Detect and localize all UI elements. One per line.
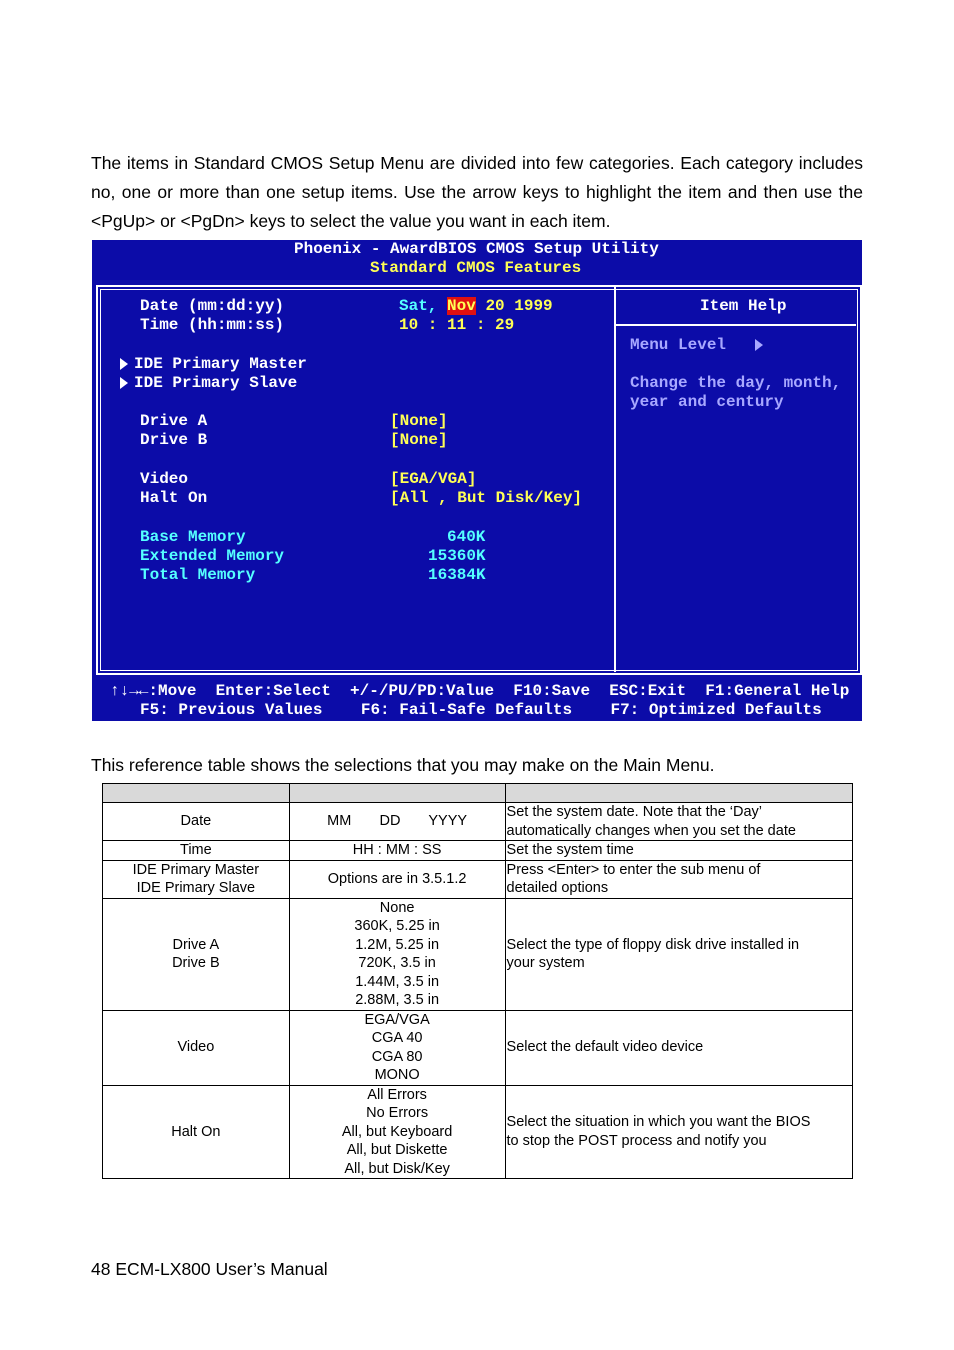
cell-line: Drive A [172,936,220,953]
ide-primary-master-label: IDE Primary Master [134,355,307,373]
cell-line: 360K, 5.25 in [354,918,440,934]
cell-line: All Errors [367,1086,427,1103]
options-cell [289,898,505,1010]
date-day: Sat, [399,297,438,315]
table-header-cell [289,784,505,803]
table-row [103,841,853,861]
date-label: Date (mm:dd:yy) [140,297,285,315]
video-value[interactable]: [EGA/VGA] [390,470,477,488]
cell-line: HH : MM : SS [352,842,442,858]
cell-line: All, but Keyboard [341,1123,453,1140]
cell-line: automatically changes when you set the date [506,822,796,839]
cell-line: CGA 40 [371,1030,423,1046]
cell-line: Time [180,842,212,858]
base-memory-label: Base Memory [140,528,246,546]
cell-line: Date [180,813,212,830]
bios-subtitle: Standard CMOS Features [370,259,582,277]
cell-line: None [379,899,415,916]
item-cell [103,841,290,861]
item-cell [103,860,290,898]
description-cell [505,1010,852,1085]
ide-primary-slave-item[interactable] [120,374,297,393]
menu-level [630,336,769,355]
time-value[interactable]: 10 : 11 : 29 [399,316,515,334]
cell-line: Video [177,1039,215,1056]
item-help-title: Item Help [700,297,787,315]
cell-line: No Errors [366,1105,429,1121]
menu-level-arrow-icon [755,339,763,351]
options-cell [289,803,505,841]
reference-text: This reference table shows the selections that you may make on the Main Menu. [91,755,715,775]
page-footer: 48 ECM-LX800 User’s Manual [91,1259,328,1279]
extended-memory-value: 15360K [428,547,486,565]
drive-a-value[interactable]: [None] [390,412,448,430]
table-row [103,803,853,841]
table-row [103,1010,853,1085]
cell-line: Set the system time [506,842,634,858]
cell-line: EGA/VGA [364,1011,430,1028]
table-row [103,898,853,1010]
cell-line: detailed options [506,880,609,896]
cell-line: All, but Disk/Key [344,1160,450,1177]
selections-table [102,783,853,1179]
video-label: Video [140,470,189,488]
cell-line: IDE Primary Slave [136,880,256,896]
extended-memory-label: Extended Memory [140,547,285,565]
cell-line: MONO [374,1067,420,1083]
drive-b-label: Drive B [140,431,208,449]
description-cell [505,860,852,898]
cell-line: Set the system date. Note that the ‘Day’ [506,804,763,820]
cell-line: 720K, 3.5 in [358,955,436,971]
description-cell [505,841,852,861]
menu-level-label: Menu Level [630,336,727,354]
table-row [103,1085,853,1179]
table-row [103,860,853,898]
item-cell [103,1010,290,1085]
cell-line: MM DD YYYY [327,813,468,830]
total-memory-value: 16384K [428,566,486,584]
ide-primary-slave-label: IDE Primary Slave [134,374,298,392]
submenu-arrow-icon [120,377,128,389]
total-memory-label: Total Memory [140,566,256,584]
help-text-line1: Change the day, month, [630,374,842,392]
cell-line: Select the situation in which you want the BIOS [506,1114,811,1131]
cell-line: Drive B [172,955,220,971]
date-value[interactable] [399,297,553,316]
table-header-row [103,784,853,803]
cell-line: Halt On [171,1123,221,1140]
key-hints-line1: ↑↓→←:Move Enter:Select +/-/PU/PD:Value F10:Save ESC:Exit F1:General Help [110,682,850,700]
submenu-arrow-icon [120,358,128,370]
item-cell [103,1085,290,1179]
date-month-selected[interactable]: Nov [447,297,476,315]
cell-line: to stop the POST process and notify you [506,1132,767,1149]
cell-line: 2.88M, 3.5 in [355,992,440,1008]
cell-line: IDE Primary Master [132,861,260,878]
cell-line: 1.44M, 3.5 in [355,973,440,990]
bios-screenshot [92,240,862,721]
ide-primary-master-item[interactable] [120,355,307,374]
options-cell [289,841,505,861]
halt-on-label: Halt On [140,489,208,507]
bios-title: Phoenix - AwardBIOS CMOS Setup Utility [294,240,659,258]
cell-line: CGA 80 [371,1048,423,1065]
cell-line: Press <Enter> to enter the sub menu of [506,861,761,878]
drive-a-label: Drive A [140,412,208,430]
description-cell [505,1085,852,1179]
options-cell [289,860,505,898]
drive-b-value[interactable]: [None] [390,431,448,449]
cell-line: your system [506,955,585,971]
description-cell [505,898,852,1010]
options-cell [289,1010,505,1085]
table-header-cell [505,784,852,803]
intro-paragraph: The items in Standard CMOS Setup Menu are divided into few categories. Each category includes no, one or more than one setup items. Use the arrow keys to highlight the item and then use the <PgUp> or <PgDn> keys to select the value you want in each item. [91,153,863,231]
description-cell [505,803,852,841]
halt-on-value[interactable]: [All , But Disk/Key] [390,489,583,507]
item-cell [103,898,290,1010]
time-label: Time (hh:mm:ss) [140,316,285,334]
cell-line: 1.2M, 5.25 in [355,936,440,953]
cell-line: Options are in 3.5.1.2 [327,870,467,887]
key-hints-line2: F5: Previous Values F6: Fail-Safe Defaults F7: Optimized Defaults [140,701,822,719]
table-header-cell [103,784,290,803]
options-cell [289,1085,505,1179]
cell-line: All, but Diskette [346,1142,448,1158]
item-cell [103,803,290,841]
date-day-year: 20 1999 [485,297,553,315]
cell-line: Select the type of floppy disk drive installed in [506,936,800,953]
cell-line: Select the default video device [506,1039,704,1056]
help-text-line2: year and century [630,393,784,411]
base-memory-value: 640K [447,528,486,546]
